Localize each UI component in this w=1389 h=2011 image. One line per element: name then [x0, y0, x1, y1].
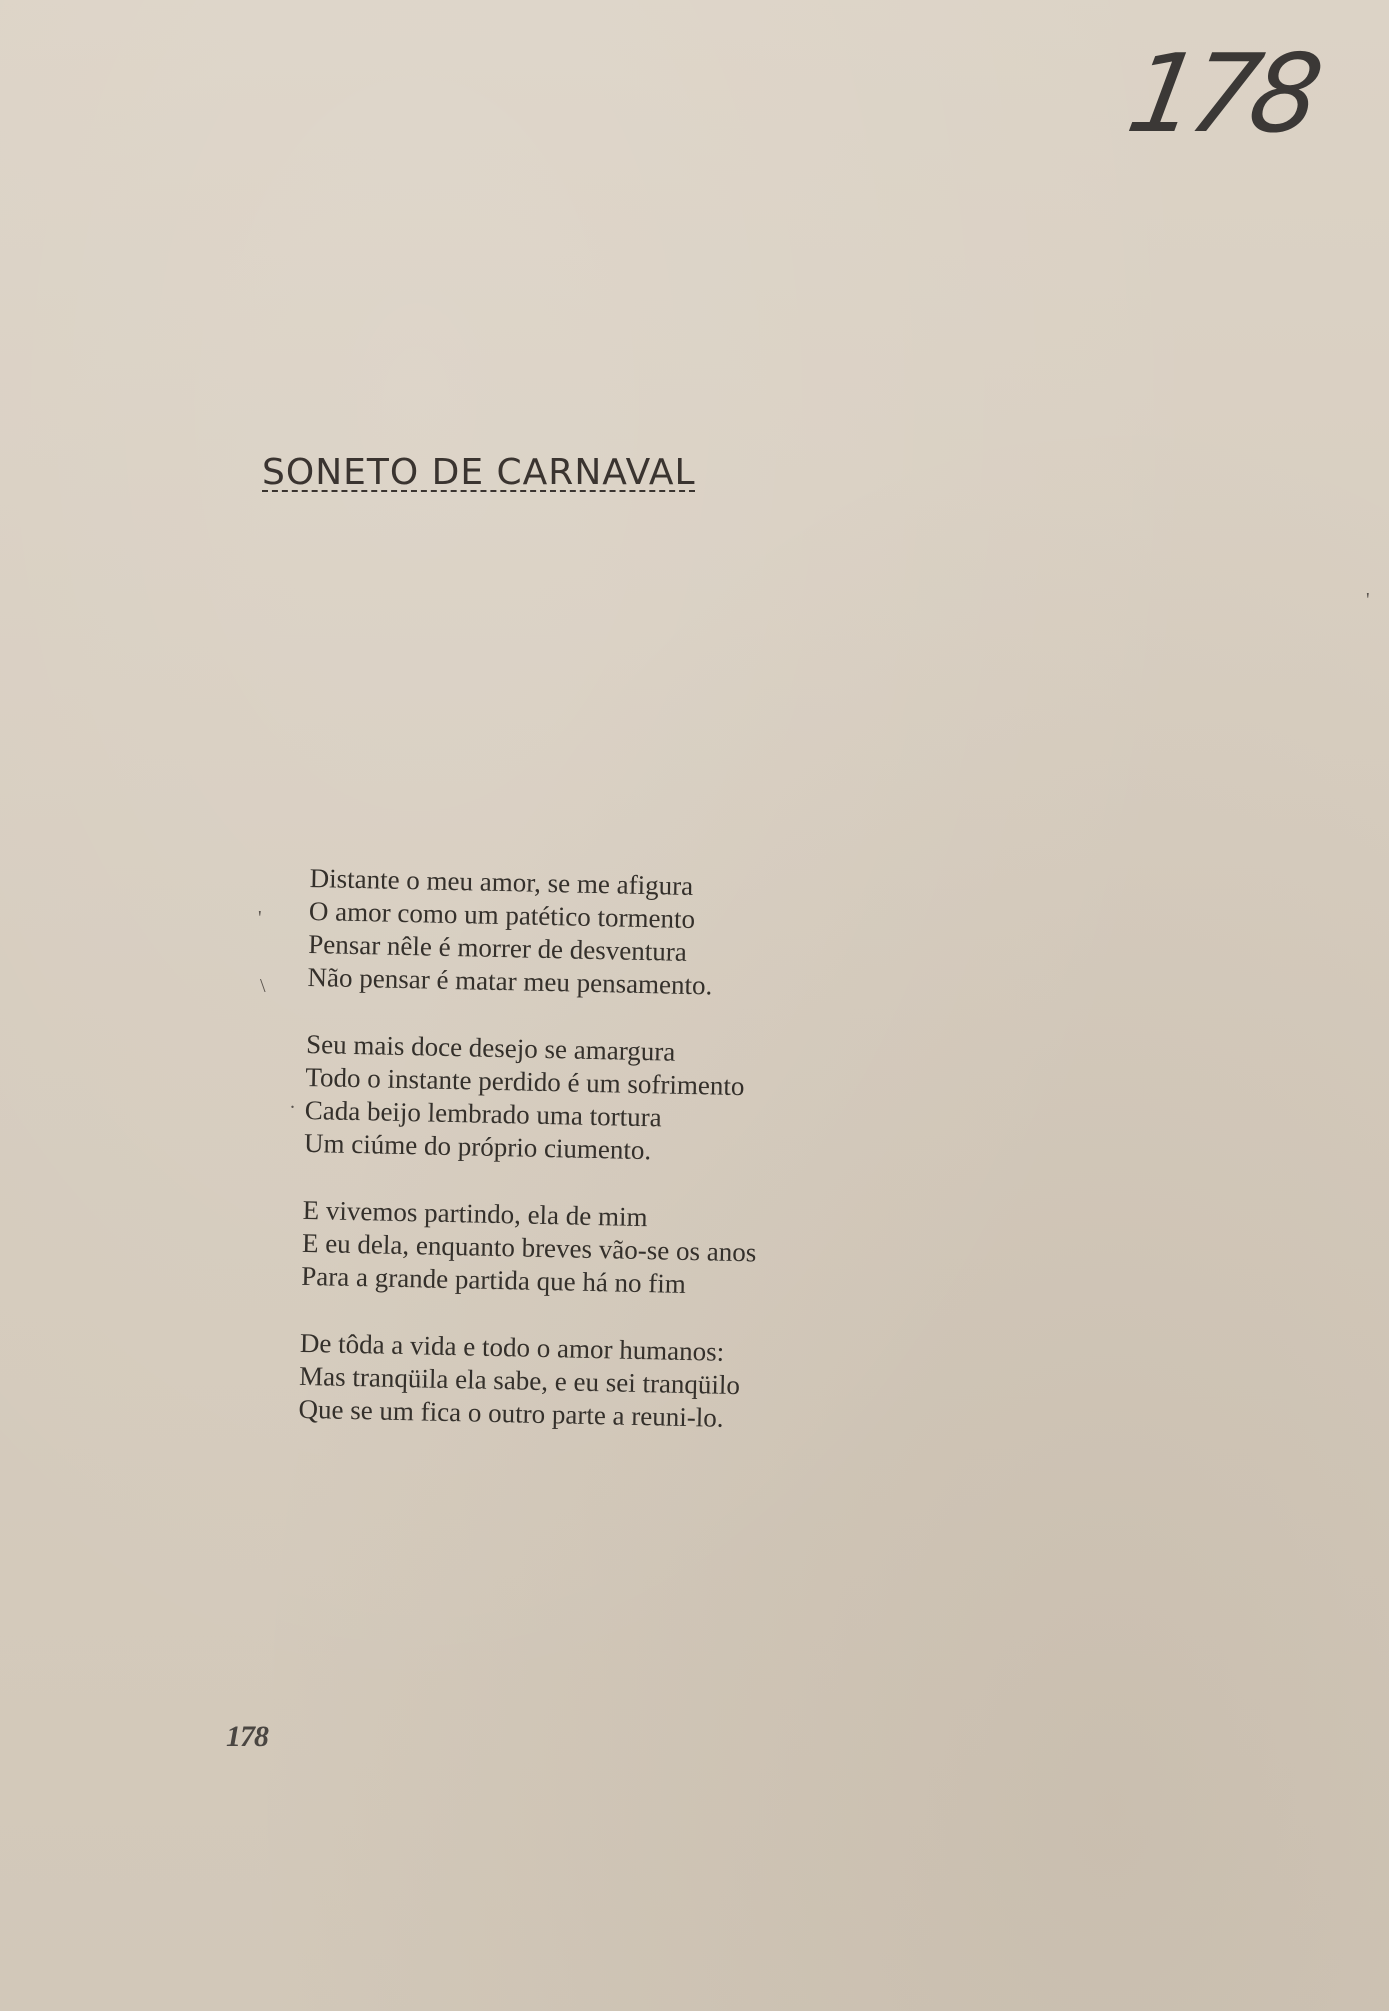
verse-line: Pensar nêle é morrer de desventura: [307, 928, 688, 967]
verse-line: Todo o instante perdido é um sofrimento: [305, 1061, 745, 1102]
verse-line: E vivemos partindo, ela de mim: [302, 1194, 648, 1233]
poem-title: SONETO DE CARNAVAL: [262, 452, 696, 493]
verse-line: O amor como um patético tormento: [308, 895, 696, 935]
margin-mark: \: [260, 975, 266, 997]
verse-line: Não pensar é matar meu pensamento.: [307, 961, 713, 1001]
verse-line: Um ciúme do próprio ciumento.: [303, 1127, 652, 1166]
printed-page-number: 178: [226, 1720, 268, 1753]
stanza-2: [304, 1028, 947, 1173]
verse-line: Seu mais doce desejo se amargura: [305, 1028, 676, 1067]
stanza-3: [301, 1194, 943, 1306]
stanza-1: [307, 862, 950, 1007]
margin-mark: .: [290, 1091, 295, 1113]
verse-line: Distante o meu amor, se me afigura: [309, 862, 694, 902]
poem-body: [297, 862, 949, 1473]
verse-line: De tôda a vida e todo o amor humanos:: [299, 1327, 725, 1367]
verse-line: Que se um fica o outro parte a reuni-lo.: [298, 1393, 724, 1433]
handwritten-page-number: 178: [1119, 32, 1324, 157]
verse-line: E eu dela, enquanto breves vão-se os anos: [301, 1227, 757, 1268]
verse-line: Cada beijo lembrado uma tortura: [304, 1094, 662, 1133]
verse-line: Mas tranqüila ela sabe, e eu sei tranqüilo: [298, 1360, 741, 1401]
margin-mark: ': [1366, 589, 1370, 611]
margin-mark: ': [258, 907, 262, 929]
stanza-4: [298, 1327, 940, 1439]
verse-line: Para a grande partida que há no fim: [301, 1260, 687, 1299]
